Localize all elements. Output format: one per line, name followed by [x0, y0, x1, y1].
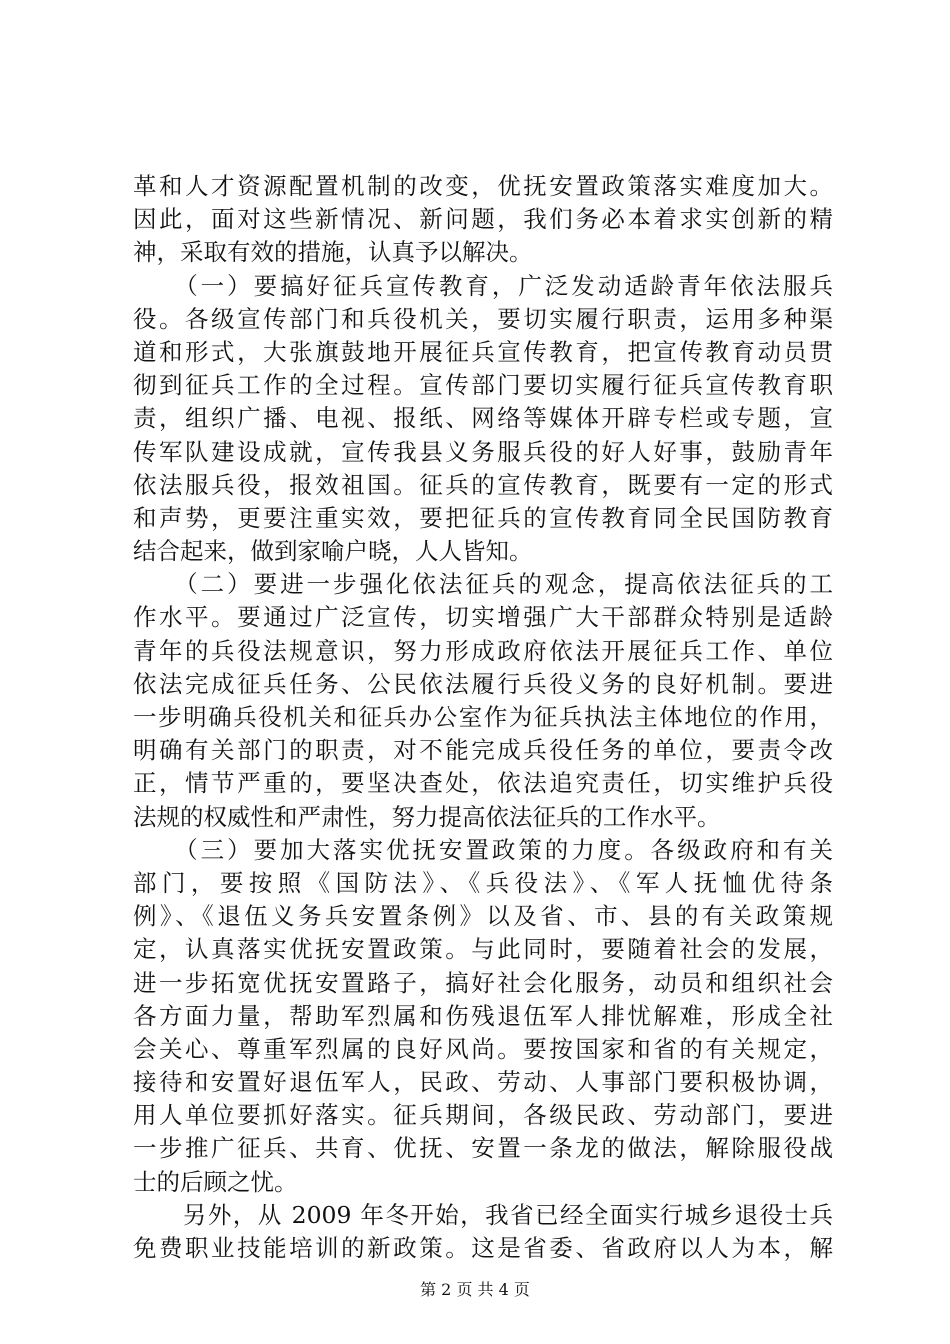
text-line: 作水平。要通过广泛宣传，切实增强广大干部群众特别是适龄: [133, 603, 833, 632]
text-line: 青年的兵役法规意识，努力形成政府依法开展征兵工作、单位: [133, 636, 833, 665]
text-line: （二）要进一步强化依法征兵的观念，提高依法征兵的工: [133, 570, 833, 599]
text-line: 用人单位要抓好落实。征兵期间，各级民政、劳动部门，要进: [133, 1101, 833, 1130]
text-line: （一）要搞好征兵宣传教育，广泛发动适龄青年依法服兵: [133, 271, 833, 300]
text-line: 彻到征兵工作的全过程。宣传部门要切实履行征兵宣传教育职: [133, 371, 833, 400]
text-line: 定，认真落实优抚安置政策。与此同时，要随着社会的发展，: [133, 935, 833, 964]
text-line: 各方面力量，帮助军烈属和伤残退伍军人排忧解难，形成全社: [133, 1001, 833, 1030]
text-line: 神，采取有效的措施，认真予以解决。: [133, 238, 533, 267]
page-footer: 第 2 页 共 4 页: [420, 1280, 530, 1299]
text-line: 传军队建设成就，宣传我县义务服兵役的好人好事，鼓励青年: [133, 437, 833, 466]
text-line: 因此，面对这些新情况、新问题，我们务必本着求实创新的精: [133, 205, 833, 234]
text-line: 接待和安置好退伍军人，民政、劳动、人事部门要积极协调，: [133, 1068, 833, 1097]
text-line: （三）要加大落实优抚安置政策的力度。各级政府和有关: [133, 835, 833, 864]
text-line: 革和人才资源配置机制的改变，优抚安置政策落实难度加大。: [133, 172, 833, 200]
text-line: 结合起来，做到家喻户晓，人人皆知。: [133, 537, 533, 566]
text-line: 明确有关部门的职责，对不能完成兵役任务的单位，要责令改: [133, 736, 833, 765]
text-line: 责，组织广播、电视、报纸、网络等媒体开辟专栏或专题，宣: [133, 404, 833, 433]
text-line: 另外，从 2009 年冬开始，我省已经全面实行城乡退役士兵: [133, 1200, 833, 1229]
text-line: 免费职业技能培训的新政策。这是省委、省政府以人为本，解: [133, 1234, 833, 1262]
text-line: 一步推广征兵、共育、优抚、安置一条龙的做法，解除服役战: [133, 1134, 833, 1163]
text-line: 一步明确兵役机关和征兵办公室作为征兵执法主体地位的作用，: [133, 703, 833, 731]
text-line: 道和形式，大张旗鼓地开展征兵宣传教育，把宣传教育动员贯: [133, 337, 833, 366]
text-line: 正，情节严重的，要坚决查处，依法追究责任，切实维护兵役: [133, 769, 833, 798]
text-line: 例》、《退伍义务兵安置条例》以及省、市、县的有关政策规: [133, 902, 833, 931]
text-line: 士的后顾之忧。: [133, 1167, 298, 1196]
text-line: 依法完成征兵任务、公民依法履行兵役义务的良好机制。要进: [133, 669, 833, 698]
text-line: 会关心、尊重军烈属的良好风尚。要按国家和省的有关规定，: [133, 1034, 833, 1063]
text-line: 和声势，更要注重实效，要把征兵的宣传教育同全民国防教育: [133, 503, 833, 532]
text-line: 役。各级宣传部门和兵役机关，要切实履行职责，运用多种渠: [133, 304, 833, 333]
text-line: 进一步拓宽优抚安置路子，搞好社会化服务，动员和组织社会: [133, 968, 833, 997]
text-line: 法规的权威性和严肃性，努力提高依法征兵的工作水平。: [133, 802, 721, 831]
body-text: [133, 170, 833, 1265]
text-line: 依法服兵役，报效祖国。征兵的宣传教育，既要有一定的形式: [133, 470, 833, 499]
text-line: 部门，要按照《国防法》、《兵役法》、《军人抚恤优待条: [133, 868, 833, 897]
